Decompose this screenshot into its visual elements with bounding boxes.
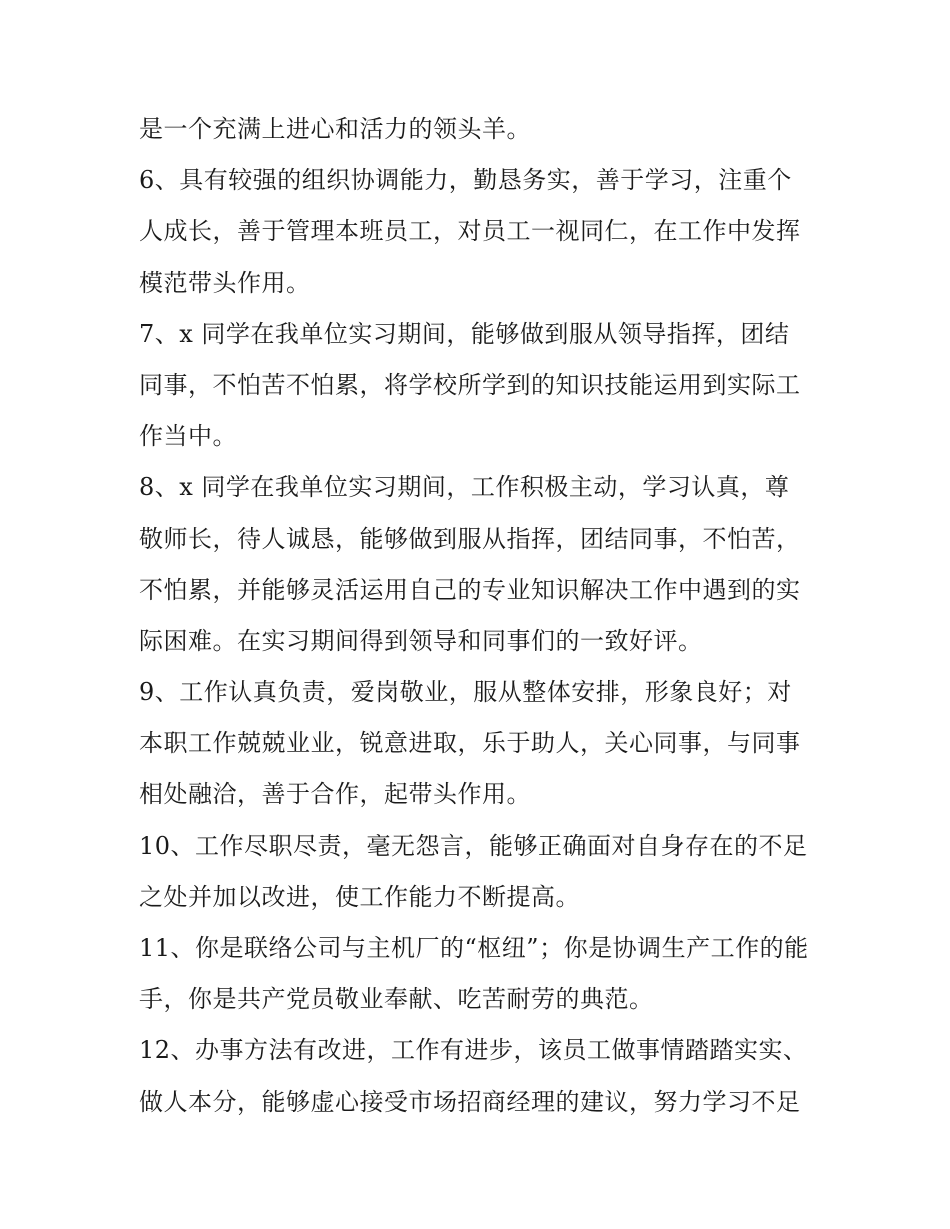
document-body [139,104,819,1128]
text-line: 相处融洽，善于合作，起带头作用。 [139,780,531,809]
text-line: 10、工作尽职尽责，毫无怨言，能够正确面对自身存在的不足 [139,831,808,860]
text-line: 之处并加以改进，使工作能力不断提高。 [139,882,580,911]
text-line: 8、x 同学在我单位实习期间，工作积极主动，学习认真，尊 [139,473,790,502]
text-line: 是一个充满上进心和活力的领头羊。 [139,115,531,143]
text-line: 6、具有较强的组织协调能力，勤恳务实，善于学习，注重个 [139,166,792,195]
text-line: 际困难。在实习期间得到领导和同事们的一致好评。 [139,626,703,655]
text-line: 本职工作兢兢业业，锐意进取，乐于助人，关心同事，与同事 [139,729,801,758]
text-line: 敬师长，待人诚恳，能够做到服从指挥，团结同事，不怕苦， [139,524,801,553]
text-line: 12、办事方法有改进，工作有进步，该员工做事情踏踏实实、 [139,1036,808,1065]
text-line: 人成长，善于管理本班员工，对员工一视同仁，在工作中发挥 [139,217,801,246]
text-line: 模范带头作用。 [139,268,311,297]
text-line: 手，你是共产党员敬业奉献、吃苦耐劳的典范。 [139,985,654,1014]
text-line: 不怕累，并能够灵活运用自己的专业知识解决工作中遇到的实 [139,575,801,604]
text-line: 做人本分，能够虚心接受市场招商经理的建议，努力学习不足 [139,1087,801,1116]
text-line: 9、工作认真负责，爱岗敬业，服从整体安排，形象良好；对 [139,678,792,707]
text-line: 11、你是联络公司与主机厂的“枢纽”；你是协调生产工作的能 [139,934,809,962]
text-line: 同事，不怕苦不怕累，将学校所学到的知识技能运用到实际工 [139,370,801,399]
text-line: 7、x 同学在我单位实习期间，能够做到服从领导指挥，团结 [139,319,790,348]
text-line: 作当中。 [139,422,237,451]
